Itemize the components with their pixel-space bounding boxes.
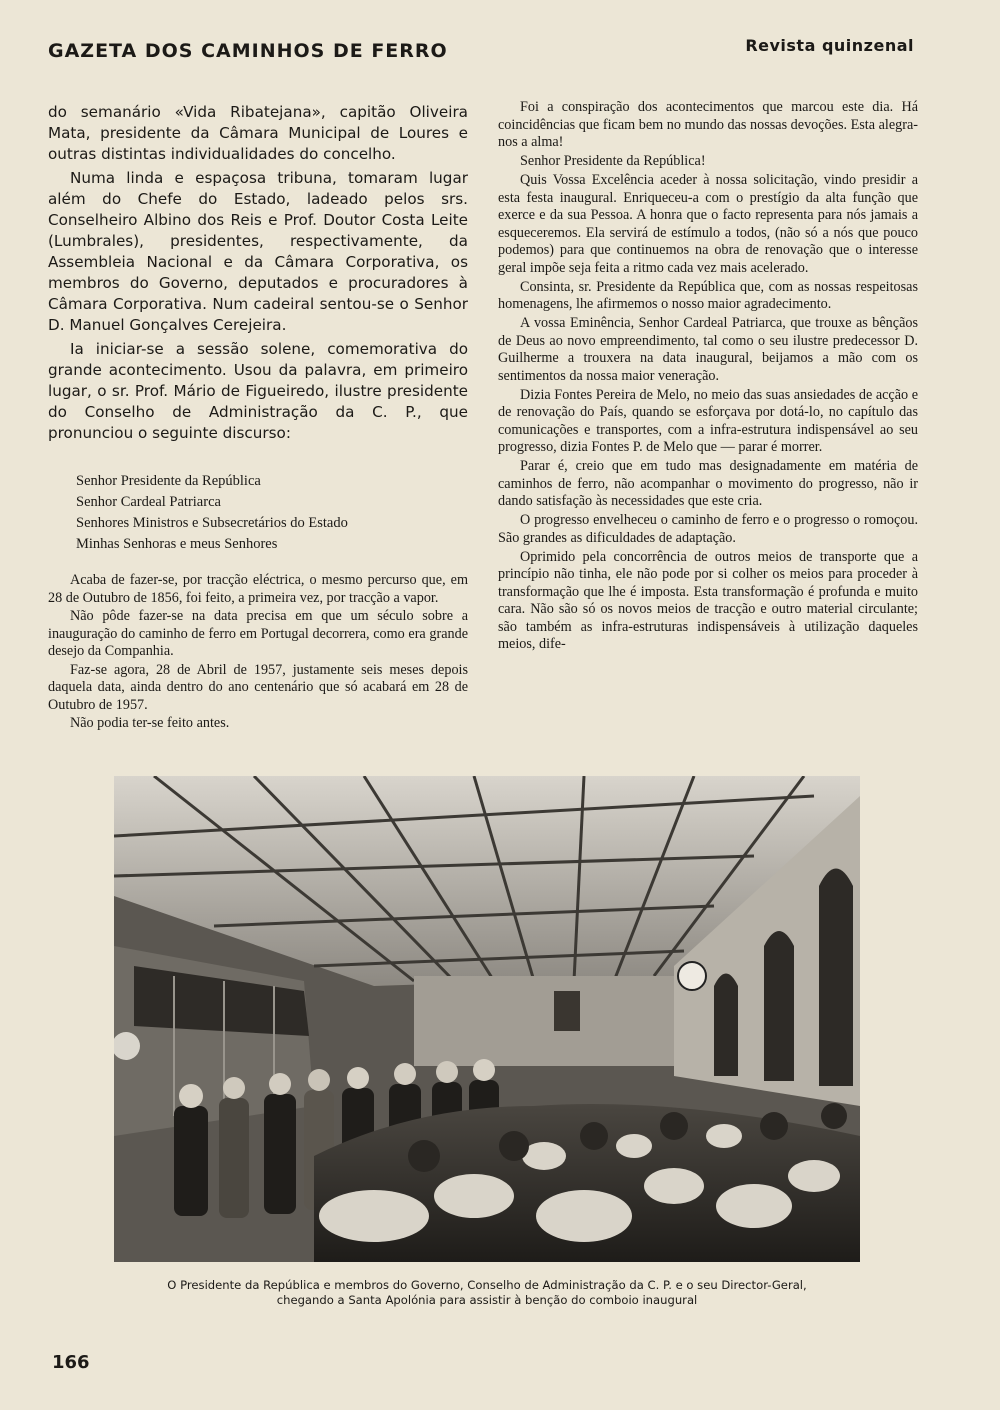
- paragraph: Quis Vossa Excelência aceder à nossa solicitação, vindo presidir a esta festa inaugural. Enriqueceu-a com o prestígio da alta função que exerce e da sua Pessoa. A honra que o facto representa para nós jamais a esqueceremos. Ela servirá de estímulo a todos, (não só a nós que pouco podemos) para que continuemos na obra de renovação que o interesse geral impõe seja feita a ritmo cada vez mais acelerado.: [498, 172, 918, 276]
- salutation-line: Senhor Cardeal Patriarca: [76, 494, 221, 510]
- paragraph: Consinta, sr. Presidente da República que, com as nossas respeitosas homenagens, lhe afirmemos o nosso maior agradecimento.: [498, 278, 918, 312]
- salutation-line: Senhores Ministros e Subsecretários do Estado: [76, 515, 348, 531]
- paragraph: Dizia Fontes Pereira de Melo, no meio das suas ansiedades de acção e de renovação do País, quando se esforçava por dotá-lo, no capítulo das comunicações e transportes, com a infra-estrutura indispensável ao seu progresso, dizia Fontes P. de Melo que — parar é morrer.: [498, 386, 918, 455]
- paragraph: A vossa Eminência, Senhor Cardeal Patriarca, que trouxe as bênçãos de Deus ao novo empreendimento, tal como o seu ilustre predecessor D. Guilherme a trouxera na data inaugural, beijamos a mão com os sentimentos da nossa maior veneração.: [498, 315, 918, 384]
- speech-text-left: [48, 572, 468, 733]
- magazine-title: GAZETA DOS CAMINHOS DE FERRO: [48, 40, 448, 62]
- caption-line: O Presidente da República e membros do Governo, Conselho de Administração da C. P. e o seu Director-Geral,: [167, 1278, 807, 1292]
- railway-station-photo: [114, 776, 860, 1262]
- magazine-subtitle: Revista quinzenal: [745, 36, 914, 55]
- paragraph: Não podia ter-se feito antes.: [70, 715, 230, 731]
- paragraph: Ia iniciar-se a sessão solene, comemorativa do grande acontecimento. Usou da palavra, em primeiro lugar, o sr. Prof. Mário de Figueiredo, ilustre presidente do Conselho de Administração da C. P., que pronunciou o seguinte discurso:: [48, 340, 468, 442]
- photo-caption: [114, 1278, 860, 1308]
- speech-salutation: [76, 471, 468, 555]
- salutation-line: Minhas Senhoras e meus Senhores: [76, 536, 278, 552]
- paragraph: Não pôde fazer-se na data precisa em que um século sobre a inauguração do caminho de ferro em Portugal decorrera, como era grande desejo da Companhia.: [48, 608, 468, 659]
- salutation-line: Senhor Presidente da República: [76, 473, 261, 489]
- caption-line: chegando a Santa Apolónia para assistir à benção do comboio inaugural: [276, 1293, 698, 1307]
- paragraph: do semanário «Vida Ribatejana», capitão Oliveira Mata, presidente da Câmara Municipal de Loures e outras distintas individualidades do concelho.: [48, 103, 468, 163]
- paragraph: Faz-se agora, 28 de Abril de 1957, justamente seis meses depois daquela data, ainda dentro do ano centenário que só acabará em 28 de Outubro de 1957.: [48, 661, 468, 713]
- page-number: 166: [52, 1352, 90, 1373]
- paragraph: Acaba de fazer-se, por tracção eléctrica, o mesmo percurso que, em 28 de Outubro de 1856, foi feito, a primeira vez, por tracção a vapor.: [48, 572, 468, 606]
- paragraph: Numa linda e espaçosa tribuna, tomaram lugar além do Chefe do Estado, ladeado pelos srs. Conselheiro Albino dos Reis e Prof. Doutor Costa Leite (Lumbrales), presidentes, respectivamente, da Assembleia Nacional e da Câmara Corporativa, os membros do Governo, deputados e procuradores à Câmara Corporativa. Num cadeiral sentou-se o Senhor D. Manuel Gonçalves Cerejeira.: [48, 169, 468, 334]
- paragraph: O progresso envelheceu o caminho de ferro e o progresso o romoçou. São grandes as dificuldades de adaptação.: [498, 512, 918, 546]
- paragraph: Parar é, creio que em tudo mas designadamente em matéria de caminhos de ferro, não acompanhar o movimento do progresso, não ir dando satisfação às necessidades que este cria.: [498, 458, 918, 509]
- paragraph: Oprimido pela concorrência de outros meios de transporte que a princípio não tinha, ele não pode por si colher os meios para proceder à transformação que lhe é imposta. Esta transformação é profunda e muito cara. Não são só os novos meios de tracção e outro material circulante; são também as infra-estruturas indispensáveis à utilização daqueles meios, dife-: [498, 548, 918, 652]
- right-column: [498, 99, 918, 655]
- paragraph: Senhor Presidente da República!: [520, 153, 706, 169]
- left-column: [48, 102, 468, 734]
- paragraph: Foi a conspiração dos acontecimentos que marcou este dia. Há coincidências que ficam bem no mundo das nossas devoções. Esta alegra-nos a alma!: [498, 99, 918, 150]
